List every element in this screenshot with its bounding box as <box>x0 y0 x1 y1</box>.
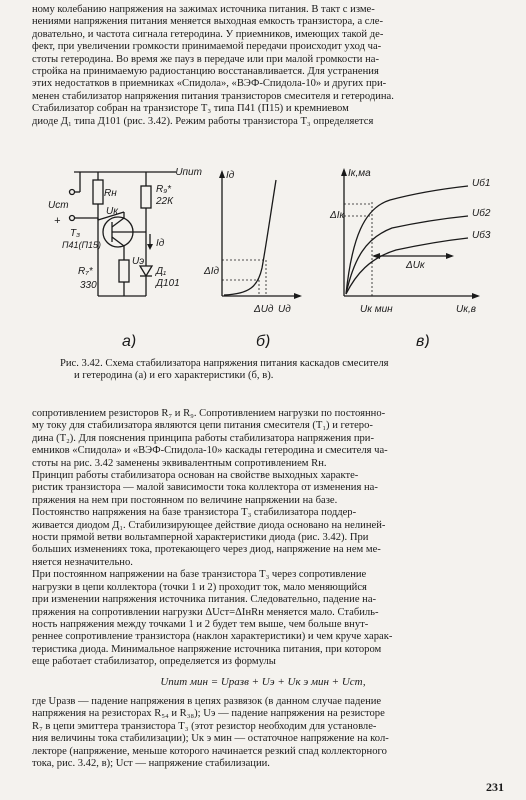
t3-type: П41(П15) <box>62 240 102 250</box>
text-line: му току для стабилизатора являются цепи питания смесителя (T₁) и гетеро- <box>32 420 373 432</box>
uk-label: Uк <box>106 206 118 217</box>
text-line: ность напряжения между точками 1 и 2 будет тем выше, чем больше внут- <box>32 618 369 630</box>
panel-label-a: а) <box>122 333 137 348</box>
text-line: нагрузки в цепи коллектора (точки 1 и 2) проходит ток, мало меняющийся <box>32 581 367 593</box>
d1-label: Д₁ <box>156 266 167 277</box>
text-line: фект, при увеличении громкости принимаемой передачи происходит уход ча- <box>32 41 382 53</box>
tail-text <box>32 696 506 770</box>
text-line: R₇ в цепи эмиттера транзистора T₃ (этот резистор необходим для установле- <box>32 720 377 732</box>
graph-b-delta-u: ΔUд <box>254 304 274 315</box>
graph-b-delta-i: ΔIд <box>204 266 220 277</box>
r7-value: 330 <box>80 280 97 291</box>
caption-line: Рис. 3.42. Схема стабилизатора напряжения питания каскадов смесителя <box>60 358 389 369</box>
text-line: живается диодом Д₁. Стабилизирующее действие диода основано на нелиней- <box>32 519 386 531</box>
graph-b-x-label: Uд <box>278 304 291 315</box>
text-line: диоде Д₁ типа Д101 (рис. 3.42). Режим работы транзистора T₃ определяется <box>32 115 374 127</box>
panel-label-b: б) <box>256 333 271 348</box>
text-line: сопротивлением резисторов R₇ и R₉. Сопротивлением нагрузки по постоянно- <box>32 408 386 419</box>
circuit-schematic <box>48 167 202 296</box>
figure-caption <box>60 358 500 383</box>
curve-label: Uб2 <box>472 208 491 219</box>
text-line: стройка на принимаемую радиостанцию восстанавливается. Для устранения <box>32 66 379 78</box>
d1-type: Д101 <box>156 278 180 289</box>
text-line: реннее сопротивление транзистора (наклон характеристики) и чем круче харак- <box>32 631 393 643</box>
graph-c-x-label: Uк,в <box>456 304 476 315</box>
body-text <box>32 408 506 669</box>
upit-label: -Uпит <box>172 167 202 178</box>
text-line: ния величины тока стабилизации); Uк э мин — остаточное напряжение на кол- <box>32 733 389 745</box>
ust-label: Uст <box>48 200 69 211</box>
text-line: При постоянном напряжении на базе транзистора T₃ через сопротивление <box>32 569 367 581</box>
r7-label: R₇* <box>78 266 93 277</box>
text-line: ному колебанию напряжения на зажимах источника питания. В такт с изме- <box>32 4 375 15</box>
diode-characteristic-graph <box>203 170 302 315</box>
ue-label: Uэ <box>132 256 145 267</box>
text-line: Стабилизатор собран на транзисторе T₃ типа П41 (П15) и кремниевом <box>32 103 349 115</box>
text-line: дина (T₂). Для пояснения принципа работы стабилизатора напряжения при- <box>32 432 375 444</box>
text-line: этих недостатков в приемниках «Спидола», «ВЭФ-Спидола-10» и других при- <box>32 78 387 90</box>
r9-label: R₉* <box>156 184 172 195</box>
text-line: пряжения на сопротивлении нагрузки ΔUст=ΔIнRн меняется мало. Стабиль- <box>32 606 379 618</box>
curve-label: Uб3 <box>472 230 491 241</box>
text-line: ности прямой ветви вольтамперной характеристики диода (рис. 3.42). При <box>32 532 369 544</box>
graph-c-delta-ik: ΔIк <box>330 210 345 221</box>
graph-c-delta-uk: ΔUк <box>406 260 425 271</box>
top-paragraph <box>32 4 506 128</box>
caption-line: и гетеродина (а) и его характеристики (б, в). <box>74 370 274 382</box>
text-line: пряжения на нем при постоянном по величине напряжении на базе. <box>32 494 338 506</box>
text-line: нениями напряжения питания меняется выходная емкость транзистора, а сле- <box>32 16 384 28</box>
rn-label: Rн <box>104 188 117 199</box>
text-line: тока, рис. 3.42, в); Uст — напряжение стабилизации. <box>32 758 270 770</box>
text-line: напряжения на резисторах R₅₄ и R₃₈); Uэ — падение напряжения на резисторе <box>32 708 385 720</box>
text-line: менен стабилизатор напряжения питания транзисторов смесителя и гетеродина. <box>32 90 394 102</box>
text-line: больших изменениях тока, протекающего через диод, напряжение на нем ме- <box>32 544 381 556</box>
curve-label: Uб1 <box>472 178 491 189</box>
text-line: довательно, и частота сигнала гетеродина. У приемников, имеющих такой де- <box>32 28 384 40</box>
transistor-output-graph <box>329 168 491 315</box>
text-line: Постоянство напряжения на базе транзистора T₃ стабилизатора поддер- <box>32 507 357 519</box>
text-line: емников «Спидола» и «ВЭФ-Спидола-10» каскады гетеродина и смесителя ча- <box>32 445 388 457</box>
text-line: лекторе (напряжение, меньше которого начинается резкий спад коллекторного <box>32 745 387 757</box>
page-number: 231 <box>486 780 504 794</box>
t3-label: T₃ <box>70 228 81 239</box>
text-line: где Uразв — падение напряжения в цепях развязок (в данном случае падение <box>32 696 382 707</box>
graph-b-y-label: Iд <box>226 170 235 181</box>
text-line: еще работает стабилизатор, определяется из формулы <box>32 656 276 668</box>
text-line: Принцип работы стабилизатора основан на свойстве выходных характе- <box>32 470 359 482</box>
graph-c-y-label: Iк,ма <box>348 168 371 179</box>
plus-label: + <box>54 215 61 227</box>
id-label: Iд <box>156 238 165 249</box>
r9-value: 22К <box>156 196 174 207</box>
text-line: ристик транзистора — малой зависимости тока коллектора от изменения на- <box>32 482 378 494</box>
text-line: теристика диода. Минимальное напряжение источника питания, при котором <box>32 643 382 655</box>
figure-3-42 <box>0 128 526 348</box>
text-line: при изменении напряжения источника питания. Следовательно, падение на- <box>32 594 377 606</box>
text-line: няется незначительно. <box>32 556 133 568</box>
panel-label-c: в) <box>416 333 430 348</box>
graph-c-uk-min: Uк мин <box>360 304 393 315</box>
text-line: стоты гетеродина. Во время же пауз в передаче или при малой громкости на- <box>32 53 380 65</box>
formula: Uпит мин = Uразв + Uэ + Uк э мин + Uст, <box>160 676 366 688</box>
text-line: стоты на рис. 3.42 заменены эквивалентным сопротивлением Rн. <box>32 457 327 469</box>
